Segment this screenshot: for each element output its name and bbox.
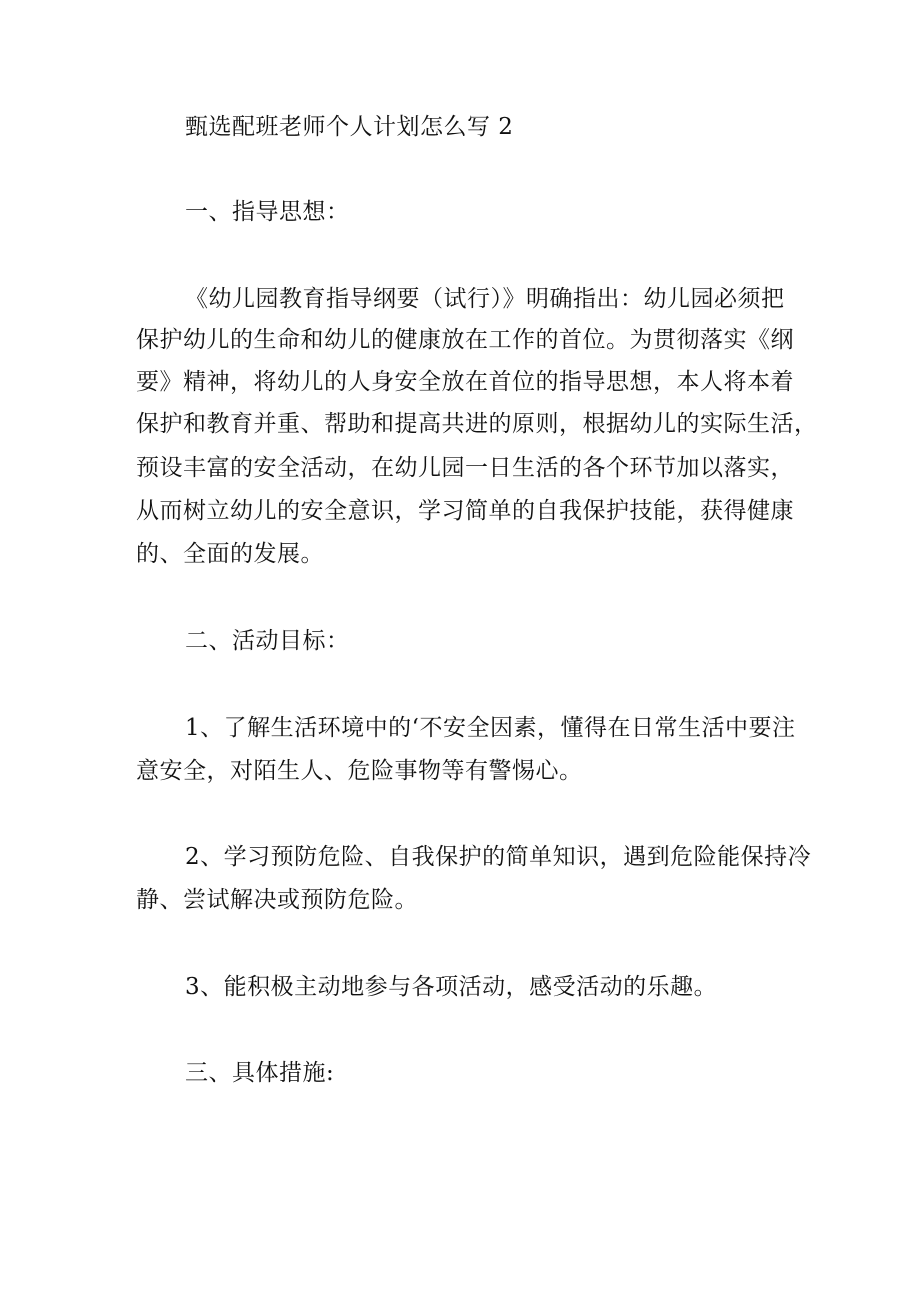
goal-line: 意安全，对陌生人、危险事物等有警惕心。: [136, 758, 583, 784]
goal-line: 3、能积极主动地参与各项活动，感受活动的乐趣。: [185, 974, 718, 1000]
paragraph-line: 保护和教育并重、帮助和提高共进的原则，根据幼儿的实际生活，: [136, 411, 818, 437]
goal-line: 静、尝试解决或预防危险。: [136, 887, 418, 913]
paragraph-line: 预设丰富的安全活动，在幼儿园一日生活的各个环节加以落实，: [136, 455, 794, 481]
section-heading-activity-goals: 二、活动目标：: [185, 628, 350, 654]
paragraph-line: 从而树立幼儿的安全意识，学习简单的自我保护技能，获得健康: [136, 498, 794, 524]
section-heading-guiding-thought: 一、指导思想：: [185, 199, 350, 225]
paragraph-line: 的、全面的发展。: [136, 541, 324, 567]
document-title: 甄选配班老师个人计划怎么写 2: [185, 114, 514, 140]
goal-line: 2、学习预防危险、自我保护的简单知识，遇到危险能保持冷: [185, 844, 812, 870]
goal-line: 1、了解生活环境中的‘不安全因素，懂得在日常生活中要注: [185, 715, 796, 741]
paragraph-line: 保护幼儿的生命和幼儿的健康放在工作的首位。为贯彻落实《纲: [136, 327, 794, 353]
paragraph-line: 《幼儿园教育指导纲要（试行）》明确指出：幼儿园必须把: [185, 286, 785, 312]
section-heading-specific-measures: 三、具体措施:: [185, 1060, 335, 1086]
paragraph-line: 要》精神，将幼儿的人身安全放在首位的指导思想，本人将本着: [136, 369, 794, 395]
